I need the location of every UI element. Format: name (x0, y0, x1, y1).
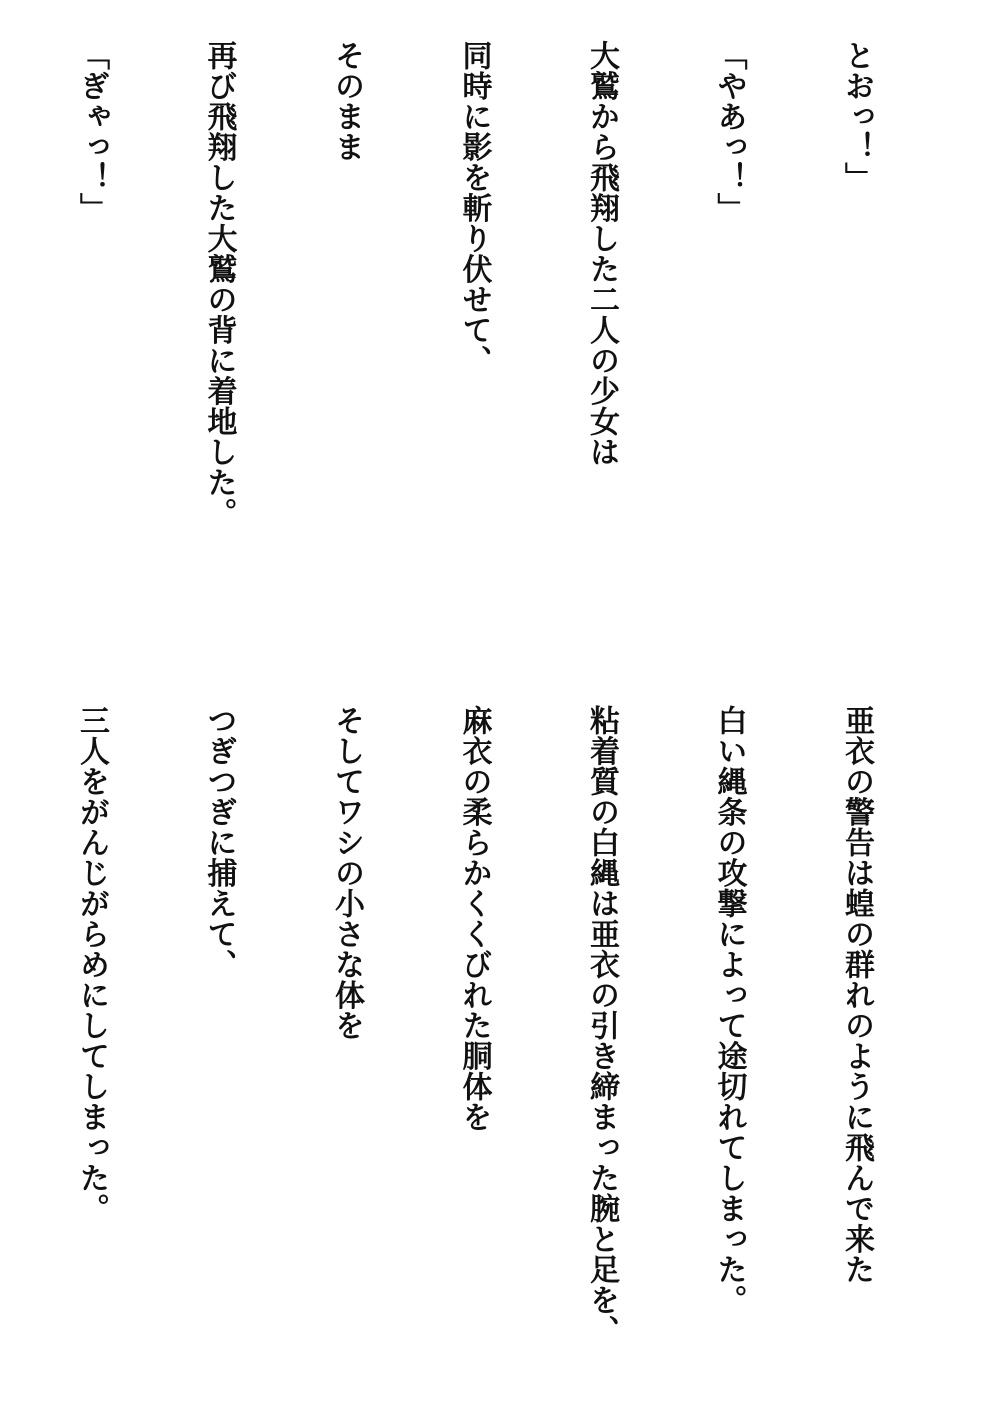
top-text-block (0, 40, 962, 680)
text-line: 三人をがんじがらめにしてしまった。 (74, 705, 109, 1224)
text-line: 「やあっ！」 (711, 40, 747, 223)
text-line: 同時に影を斬り伏せて、 (456, 40, 492, 376)
text-line: 亜衣の警告は蝗の群れのように飛んで来た (839, 705, 874, 1285)
text-line: そしてワシの小さな体を (329, 705, 364, 1041)
text-line: 白い縄条の攻撃によって途切れてしまった。 (711, 705, 747, 1315)
text-line: とおっ！」 (839, 40, 874, 193)
text-line: 再び飛翔した大鷲の背に着地した。 (201, 40, 237, 528)
text-line: つぎつぎに捕えて、 (201, 705, 237, 980)
text-line: 大鷲から飛翔した二人の少女は (584, 40, 619, 467)
bottom-text-block (0, 705, 962, 1345)
text-line: 「ぎゃっ！」 (74, 40, 109, 223)
text-line: 麻衣の柔らかくくびれた胴体を (456, 705, 492, 1132)
text-line: そのまま (329, 40, 364, 162)
text-line: 粘着質の白縄は亜衣の引き締まった腕と足を、 (584, 705, 619, 1346)
